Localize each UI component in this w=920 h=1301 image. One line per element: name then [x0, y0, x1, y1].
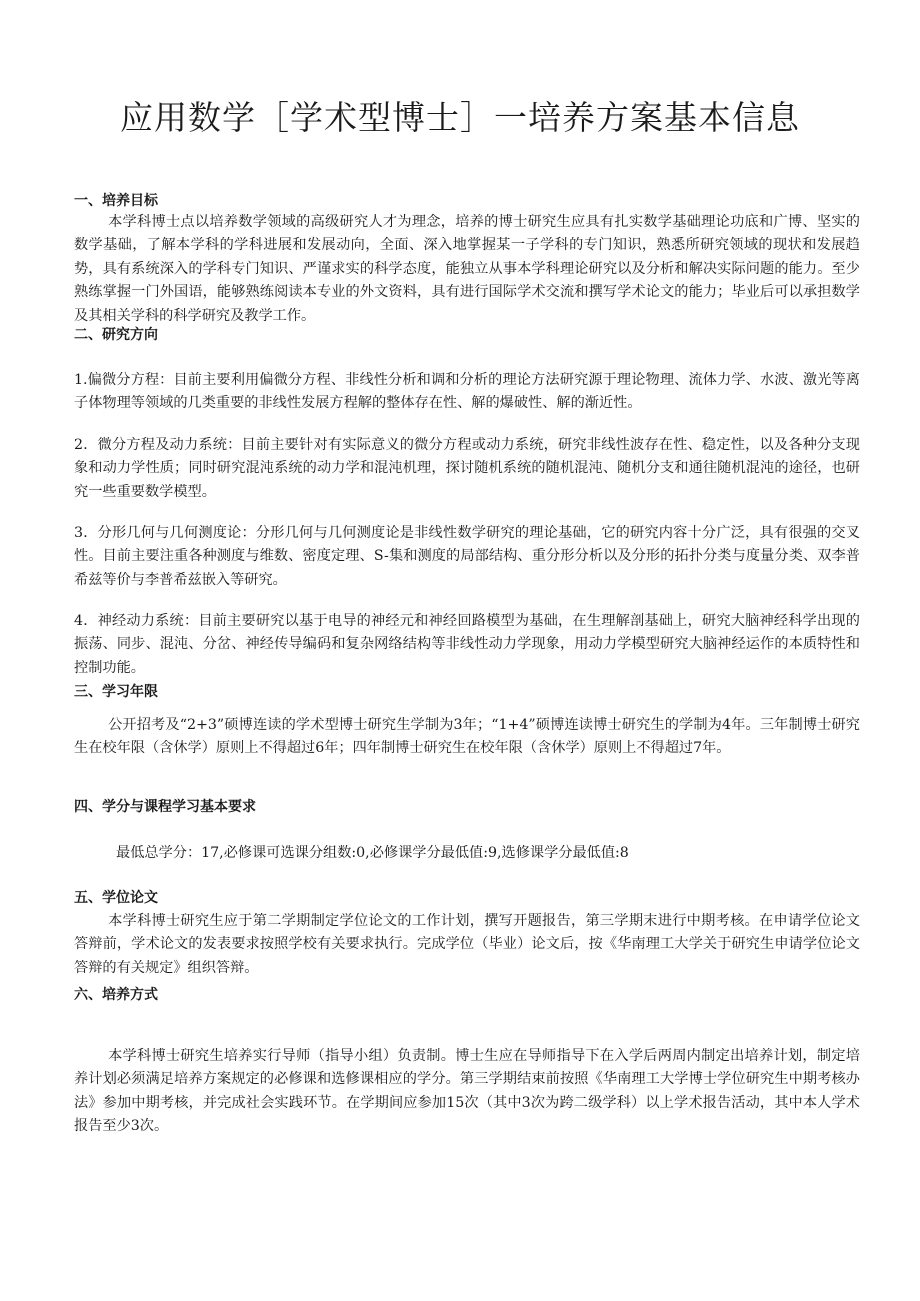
- section-text-mode: 本学科博士研究生培养实行导师（指导小组）负责制。博士生应在导师指导下在入学后两周内制定出培养计划，制定培养计划必须满足培养方案规定的必修课和选修课相应的学分。第三学期结束前按照《华南理工大学博士学位研究生中期考核办法》参加中期考核，并完成社会实践环节。在学期间应参加15次（其中3次为跨二级学科）以上学术报告活动，其中本人学术报告至少3次。: [74, 1048, 860, 1135]
- section-heading-mode: 六、培养方式: [74, 987, 158, 1003]
- section-heading-thesis: 五、学位论文: [74, 890, 158, 906]
- direction-item-4: 4．神经动力系统：目前主要研究以基于电导的神经元和神经回路模型为基础，在生理解剖基础上，研究大脑神经科学出现的振荡、同步、混沌、分岔、神经传导编码和复杂网络结构等非线性动力学现象，用动力学模型研究大脑神经运作的本质特性和控制功能。: [74, 613, 860, 676]
- direction-item-3: 3．分形几何与几何测度论：分形几何与几何测度论是非线性数学研究的理论基础，它的研究内容十分广泛，具有很强的交叉性。目前主要注重各种测度与维数、密度定理、S-集和测度的局部结构、重分形分析以及分形的拓扑分类与度量分类、双李普希兹等价与李普希兹嵌入等研究。: [74, 525, 860, 588]
- section-heading-goal: 一、培养目标: [74, 193, 158, 209]
- section-heading-duration: 三、学习年限: [74, 684, 158, 700]
- direction-item-2: 2．微分方程及动力系统：目前主要针对有实际意义的微分方程或动力系统，研究非线性波存在性、稳定性，以及各种分支现象和动力学性质；同时研究混沌系统的动力学和混沌机理，探讨随机系统的随机混沌、随机分支和通往随机混沌的途径，也研究一些重要数学模型。: [74, 437, 860, 500]
- section-text-thesis: 本学科博士研究生应于第二学期制定学位论文的工作计划，撰写开题报告，第三学期末进行中期考核。在申请学位论文答辩前，学术论文的发表要求按照学校有关要求执行。完成学位（毕业）论文后，按《华南理工大学关于研究生申请学位论文答辩的有关规定》组织答辩。: [74, 913, 860, 976]
- section-heading-credits: 四、学分与课程学习基本要求: [74, 799, 256, 815]
- page-title: 应用数学［学术型博士］一培养方案基本信息: [120, 98, 800, 137]
- section-text-duration: 公开招考及“2+3”硕博连读的学术型博士研究生学制为3年；“1+4”硕博连读博士研究生的学制为4年。三年制博士研究生在校年限（含休学）原则上不得超过6年；四年制博士研究生在校年限（含休学）原则上不得超过7年。: [74, 717, 860, 757]
- section-heading-directions: 二、研究方向: [74, 327, 158, 343]
- credit-requirements: 最低总学分：17,必修课可选课分组数:0,必修课学分最低值:9,选修课学分最低值:8: [116, 845, 629, 861]
- section-text-goal: 本学科博士点以培养数学领域的高级研究人才为理念，培养的博士研究生应具有扎实数学基础理论功底和广博、坚实的数学基础，了解本学科的学科进展和发展动向，全面、深入地掌握某一子学科的专门知识，熟悉所研究领域的现状和发展趋势，具有系统深入的学科专门知识、严谨求实的科学态度，能独立从事本学科理论研究以及分析和解决实际问题的能力。至少熟练掌握一门外国语，能够熟练阅读本专业的外文资料，具有进行国际学术交流和撰写学术论文的能力；毕业后可以承担数学及其相关学科的科学研究及教学工作。: [74, 214, 860, 324]
- direction-item-1: 1.偏微分方程：目前主要利用偏微分方程、非线性分析和调和分析的理论方法研究源于理论物理、流体力学、水波、激光等离子体物理等领域的几类重要的非线性发展方程解的整体存在性、解的爆破性、解的渐近性。: [74, 372, 860, 412]
